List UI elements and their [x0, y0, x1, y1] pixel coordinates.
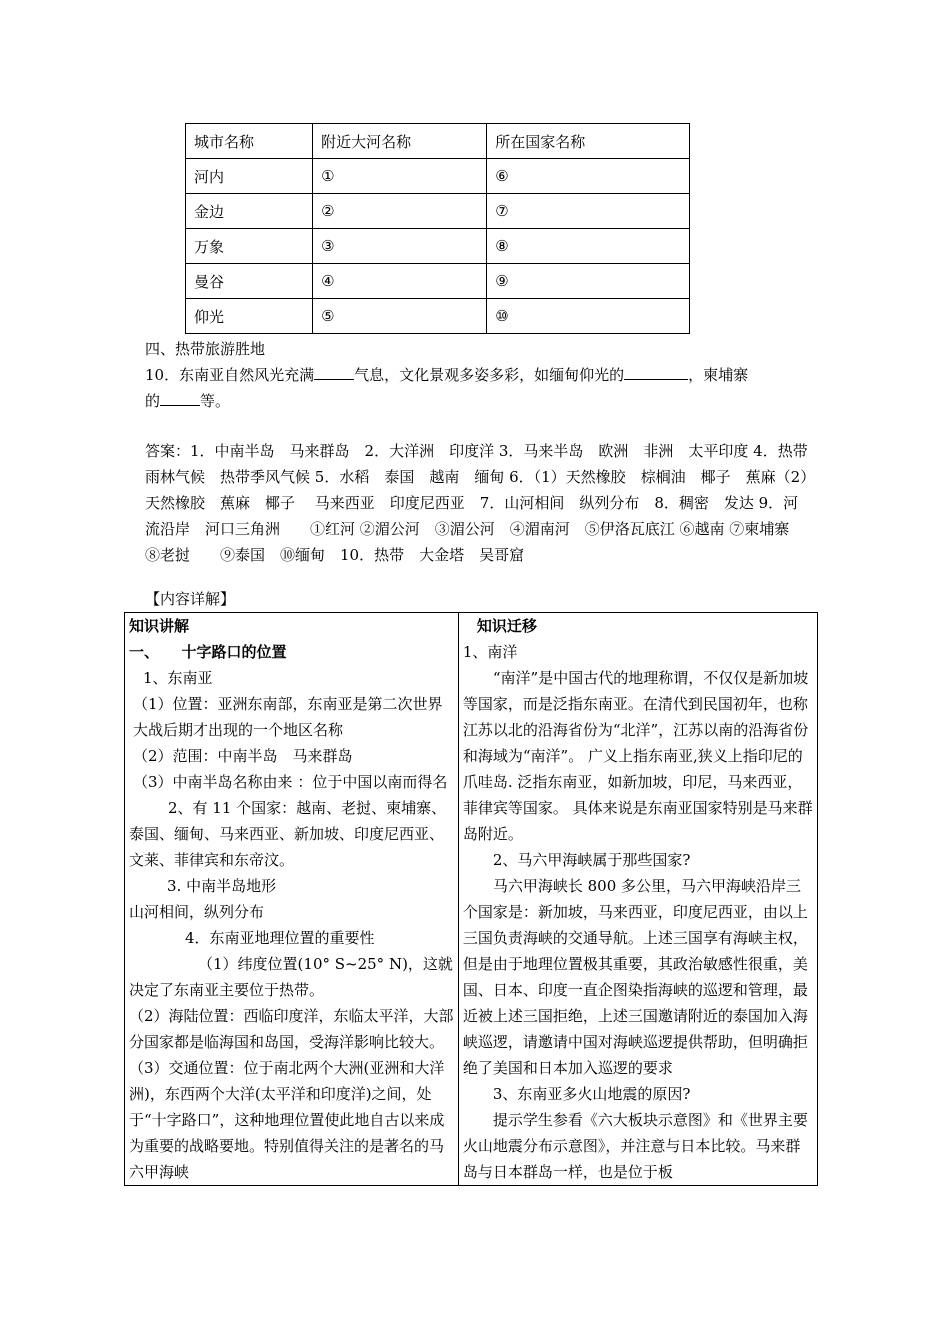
paragraph: （1）位置：亚洲东南部，东南亚是第二次世界大战后期才出现的一个地区名称	[133, 695, 443, 739]
table-cell: ⑦	[487, 194, 690, 229]
table-header-cell: 所在国家名称	[487, 124, 690, 159]
table-cell: 仰光	[186, 299, 313, 334]
paragraph: （2）范围：中南半岛 马来群岛	[133, 747, 353, 765]
table-cell: ①	[313, 159, 487, 194]
left-column	[125, 613, 459, 1186]
question-10	[145, 362, 808, 414]
table-row	[186, 264, 690, 299]
paragraph: （3）交通位置：位于南北两个大洲(亚洲和大洋洲)，东西两个大洋(太平洋和印度洋)之间，处于“十字路口”，这种地理位置使此地自古以来成为重要的战略要地。特别值得关注的是著名的马六甲海峡	[129, 1059, 445, 1181]
table-cell: ④	[313, 264, 487, 299]
fill-blank	[160, 388, 200, 406]
answer-key: 答案：1．中南半岛 马来群岛 2．大洋洲 印度洋 3．马来半岛 欧洲 非洲 太平印度 4．热带雨林气候 热带季风气候 5．水稻 泰国 越南 缅甸 6．（1）天然橡胶 棕榈油 椰子 蕉麻（2）天然橡胶 蕉麻 椰子 马来西亚 印度尼西亚 7．山河相间 纵列分布 8．稠密 发达 9．河流沿岸 河口三角洲 ①红河 ②湄公河 ③湄公河 ④湄南河 ⑤伊洛瓦底江 ⑥越南 ⑦柬埔寨 ⑧老挝 ⑨泰国 ⑩缅甸 10．热带 大金塔 吴哥窟	[145, 442, 808, 564]
table-cell: ⑤	[313, 299, 487, 334]
q10-text: 气息，文化景观多姿多彩，如缅甸仰光的	[354, 366, 625, 384]
section-heading: 四、热带旅游胜地	[145, 340, 266, 358]
table-cell: ③	[313, 229, 487, 264]
table-cell: 金边	[186, 194, 313, 229]
paragraph: 2、有 11 个国家：越南、老挝、柬埔寨、泰国、缅甸、马来西亚、新加坡、印度尼西亚、文莱、菲律宾和东帝汶。	[129, 799, 447, 869]
table-cell: ②	[313, 194, 487, 229]
paragraph: 2、马六甲海峡属于那些国家?	[492, 851, 691, 869]
fill-blank	[314, 362, 354, 380]
paragraph: 3. 中南半岛地形	[167, 877, 277, 895]
q10-text: ，柬埔寨	[688, 366, 749, 384]
paragraph: （2）海陆位置：西临印度洋，东临太平洋，大部分国家都是临海国和岛国，受海洋影响比较大。	[129, 1007, 454, 1051]
paragraph: 1、东南亚	[143, 669, 213, 687]
paragraph: （3）中南半岛名称由来 ：位于中国以南而得名	[133, 773, 448, 791]
paragraph: 山河相间，纵列分布	[129, 903, 265, 921]
q10-text: 10．东南亚自然风光充满	[145, 366, 315, 384]
table-header-cell: 城市名称	[186, 124, 313, 159]
table-cell: 曼谷	[186, 264, 313, 299]
column-header: 知识迁移	[476, 617, 537, 635]
table-cell: 河内	[186, 159, 313, 194]
paragraph: 4．东南亚地理位置的重要性	[185, 929, 375, 947]
content-title: 【内容详解】	[145, 590, 236, 608]
fill-blank	[624, 362, 688, 380]
q10-text: 等。	[200, 392, 231, 410]
table-row	[186, 159, 690, 194]
table-row	[186, 299, 690, 334]
table-row	[186, 229, 690, 264]
column-header: 知识讲解	[129, 617, 190, 635]
table-cell: ⑧	[487, 229, 690, 264]
section-title: 一、 十字路口的位置	[129, 643, 287, 661]
paragraph: 提示学生参看《六大板块示意图》和《世界主要火山地震分布示意图》，并注意与日本比较。马来群岛与日本群岛一样，也是位于板	[462, 1111, 808, 1181]
table-cell: 万象	[186, 229, 313, 264]
table-header-row	[186, 124, 690, 159]
city-river-country-table	[185, 123, 690, 334]
table-cell: ⑨	[487, 264, 690, 299]
table-row	[186, 194, 690, 229]
table-cell: ⑩	[487, 299, 690, 334]
right-column	[458, 613, 817, 1186]
paragraph: “南洋”是中国古代的地理称谓，不仅仅是新加坡等国家，而是泛指东南亚。在清代到民国初年，也称江苏以北的沿海省份为“北洋”，江苏以南的沿海省份和海域为“南洋”。 广义上指东南亚,狭义上指印尼的爪哇岛. 泛指东南亚，如新加坡，印尼，马来西亚，菲律宾等国家。 具体来说是东南亚国家特别是马来群岛附近。	[462, 669, 813, 843]
paragraph: 1、南洋	[462, 643, 518, 661]
paragraph: （1）纬度位置(10° S~25° N)，这就决定了东南亚主要位于热带。	[129, 955, 453, 999]
knowledge-table	[124, 612, 818, 1186]
paragraph: 马六甲海峡长 800 多公里，马六甲海峡沿岸三个国家是：新加坡，马来西亚，印度尼西亚，由以上三国负责海峡的交通导航。上述三国享有海峡主权，但是由于地理位置极其重要，其政治敏感性很重，美国、日本、印度一直企图染指海峡的巡逻和管理，最近被上述三国拒绝，上述三国邀请附近的泰国加入海峡巡逻，请邀请中国对海峡巡逻提供帮助，但明确拒绝了美国和日本加入巡逻的要求	[462, 877, 808, 1077]
paragraph: 3、东南亚多火山地震的原因?	[492, 1085, 691, 1103]
table-header-cell: 附近大河名称	[313, 124, 487, 159]
q10-text: 的	[145, 392, 161, 410]
table-cell: ⑥	[487, 159, 690, 194]
